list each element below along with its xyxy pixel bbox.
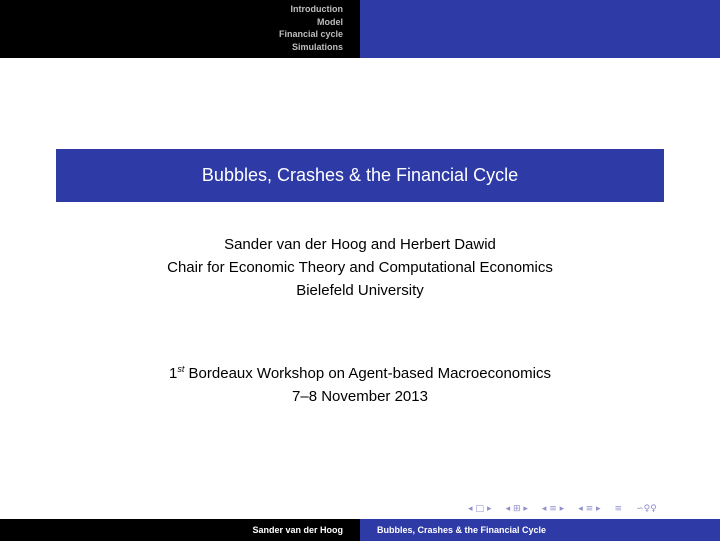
author-names: Sander van der Hoog and Herbert Dawid [224, 236, 496, 253]
nav-slide-next-icon[interactable]: ▸ [487, 504, 492, 514]
header-right-panel [360, 0, 720, 58]
beamer-navigation-symbols [468, 503, 657, 515]
nav-align-icon[interactable]: ≡ [614, 504, 623, 514]
nav-section-introduction[interactable]: Introduction [290, 4, 343, 14]
event-workshop-line [0, 362, 720, 385]
nav-slide-prev-icon[interactable]: ◂ [468, 504, 473, 514]
author-university: Bielefeld University [296, 282, 424, 299]
event-ordinal-suffix: st [177, 364, 185, 374]
nav-section-model[interactable]: Model [317, 16, 343, 27]
title-box [56, 149, 664, 202]
nav-section-simulations[interactable]: Simulations [291, 41, 343, 52]
event-block [0, 362, 720, 408]
section-navigation [0, 0, 360, 58]
event-date: 7–8 November 2013 [292, 388, 428, 405]
event-ordinal-number: 1 [169, 365, 178, 382]
nav-frame-icon[interactable]: □ [475, 504, 485, 514]
author-chair: Chair for Economic Theory and Computational Economics [167, 259, 553, 276]
footer-title: Bubbles, Crashes & the Financial Cycle [360, 519, 720, 541]
nav-section-financial-cycle[interactable]: Financial cycle [278, 29, 343, 39]
nav-subsection-icon[interactable]: ◂ ⊞ ▸ [505, 504, 528, 514]
event-workshop: Bordeaux Workshop on Agent-based Macroeconomics [188, 365, 551, 382]
footer-author: Sander van der Hoog [0, 519, 360, 541]
footer-bar [0, 519, 720, 541]
presentation-title: Bubbles, Crashes & the Financial Cycle [201, 165, 519, 185]
author-block [0, 233, 720, 302]
nav-section2-icon[interactable]: ◂ ≡ ▸ [578, 504, 601, 514]
nav-section-icon[interactable]: ◂ ≡ ▸ [541, 504, 565, 514]
header-bar [0, 0, 720, 58]
nav-search-icon[interactable]: ∽♀♀ [636, 504, 657, 514]
